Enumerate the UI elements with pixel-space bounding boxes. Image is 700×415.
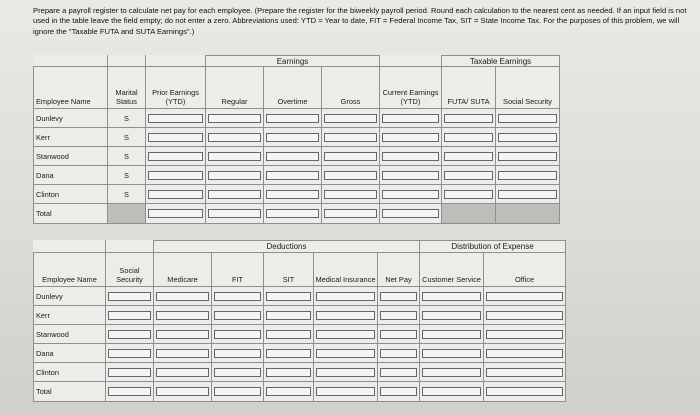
regular-input[interactable] (208, 190, 261, 199)
social-security-input[interactable] (498, 171, 557, 180)
employee-name-cell: Stanwood (34, 325, 106, 344)
distribution-group-header: Distribution of Expense (420, 241, 566, 253)
current-earnings-input[interactable] (382, 133, 439, 142)
total-overtime-input[interactable] (266, 209, 319, 218)
col-sit: SIT (264, 253, 314, 287)
social-security-input[interactable] (108, 368, 151, 377)
overtime-input[interactable] (266, 114, 319, 123)
col-fit: FIT (212, 253, 264, 287)
table-row (34, 306, 566, 325)
regular-input[interactable] (208, 114, 261, 123)
table-row (34, 128, 560, 147)
employee-name-cell: Stanwood (34, 147, 108, 166)
social-security-input[interactable] (498, 152, 557, 161)
net-pay-input[interactable] (380, 311, 417, 320)
col-medicare: Medicare (154, 253, 212, 287)
current-earnings-input[interactable] (382, 114, 439, 123)
current-earnings-input[interactable] (382, 171, 439, 180)
total-regular-input[interactable] (208, 209, 261, 218)
total-label: Total (34, 204, 108, 224)
gross-input[interactable] (324, 190, 377, 199)
marital-status-cell: S (108, 128, 146, 147)
customer-service-input[interactable] (422, 330, 481, 339)
net-pay-input[interactable] (380, 349, 417, 358)
fit-input[interactable] (214, 368, 261, 377)
office-input[interactable] (486, 292, 563, 301)
table-row (34, 344, 566, 363)
current-earnings-input[interactable] (382, 152, 439, 161)
col-employee-name-2: Employee Name (34, 253, 106, 287)
table-row (34, 166, 560, 185)
table-row (34, 363, 566, 382)
sit-input[interactable] (266, 292, 311, 301)
total-label-2: Total (34, 382, 106, 402)
employee-name-cell: Clinton (34, 185, 108, 204)
col-prior-earnings: Prior Earnings (YTD) (146, 67, 206, 109)
customer-service-input[interactable] (422, 311, 481, 320)
marital-status-cell: S (108, 109, 146, 128)
medical-insurance-input[interactable] (316, 311, 375, 320)
total-medicare-input[interactable] (156, 387, 209, 396)
col-futa-suta: FUTA/ SUTA (442, 67, 496, 109)
sit-input[interactable] (266, 349, 311, 358)
social-security-input[interactable] (498, 114, 557, 123)
fit-input[interactable] (214, 292, 261, 301)
social-security-input[interactable] (498, 133, 557, 142)
col-office: Office (484, 253, 566, 287)
futa-suta-input[interactable] (444, 190, 493, 199)
total-net-pay-input[interactable] (380, 387, 417, 396)
medicare-input[interactable] (156, 292, 209, 301)
office-input[interactable] (486, 311, 563, 320)
table-row (34, 287, 566, 306)
social-security-input[interactable] (108, 349, 151, 358)
office-input[interactable] (486, 349, 563, 358)
overtime-input[interactable] (266, 171, 319, 180)
earnings-group-header: Earnings (206, 56, 380, 67)
fit-input[interactable] (214, 349, 261, 358)
medical-insurance-input[interactable] (316, 349, 375, 358)
futa-suta-input[interactable] (444, 114, 493, 123)
col-marital-status: Marital Status (108, 67, 146, 109)
col-net-pay: Net Pay (378, 253, 420, 287)
total-office-input[interactable] (486, 387, 563, 396)
total-medical-insurance-input[interactable] (316, 387, 375, 396)
col-current-earnings: Current Earnings (YTD) (380, 67, 442, 109)
col-social-security: Social Security (106, 253, 154, 287)
futa-suta-input[interactable] (444, 152, 493, 161)
social-security-input[interactable] (108, 292, 151, 301)
prior-earnings-input[interactable] (148, 114, 203, 123)
marital-status-cell: S (108, 185, 146, 204)
earnings-register-table (33, 55, 560, 224)
col-gross: Gross (322, 67, 380, 109)
medicare-input[interactable] (156, 330, 209, 339)
regular-input[interactable] (208, 152, 261, 161)
col-regular: Regular (206, 67, 264, 109)
total-social-security-input[interactable] (108, 387, 151, 396)
taxable-earnings-group-header: Taxable Earnings (442, 56, 560, 67)
col-social-security-taxable: Social Security (496, 67, 560, 109)
table-row (34, 325, 566, 344)
customer-service-input[interactable] (422, 368, 481, 377)
net-pay-input[interactable] (380, 330, 417, 339)
regular-input[interactable] (208, 133, 261, 142)
customer-service-input[interactable] (422, 292, 481, 301)
medical-insurance-input[interactable] (316, 368, 375, 377)
employee-name-cell: Dunlevy (34, 287, 106, 306)
employee-name-cell: Kerr (34, 306, 106, 325)
current-earnings-input[interactable] (382, 190, 439, 199)
total-gross-input[interactable] (324, 209, 377, 218)
col-customer-service: Customer Service (420, 253, 484, 287)
table-row-total-2 (34, 382, 566, 402)
marital-status-cell: S (108, 166, 146, 185)
employee-name-cell: Dana (34, 166, 108, 185)
table-row (34, 185, 560, 204)
office-input[interactable] (486, 368, 563, 377)
social-security-input[interactable] (498, 190, 557, 199)
gross-input[interactable] (324, 171, 377, 180)
prior-earnings-input[interactable] (148, 133, 203, 142)
col-overtime: Overtime (264, 67, 322, 109)
social-security-input[interactable] (108, 311, 151, 320)
instructions-text: Prepare a payroll register to calculate net pay for each employee. (Prepare the register for the biweekly payroll period. Round each calculation to the nearest cent as needed. If an input field is not used in the table leave the field empty; do not enter a zero. Abbreviations used: YTD = Year to date, FIT = Federal Income Tax, SIT = State Income Tax. For the purposes of this problem, we will ignore the "Taxable FUTA and SUTA Earnings".) (33, 6, 687, 36)
employee-name-cell: Dunlevy (34, 109, 108, 128)
prior-earnings-input[interactable] (148, 190, 203, 199)
sit-input[interactable] (266, 311, 311, 320)
net-pay-input[interactable] (380, 368, 417, 377)
regular-input[interactable] (208, 171, 261, 180)
futa-suta-input[interactable] (444, 133, 493, 142)
overtime-input[interactable] (266, 190, 319, 199)
medicare-input[interactable] (156, 368, 209, 377)
futa-suta-input[interactable] (444, 171, 493, 180)
medical-insurance-input[interactable] (316, 292, 375, 301)
total-prior-earnings-input[interactable] (148, 209, 203, 218)
total-current-earnings-input[interactable] (382, 209, 439, 218)
employee-name-cell: Dana (34, 344, 106, 363)
total-customer-service-input[interactable] (422, 387, 481, 396)
medicare-input[interactable] (156, 349, 209, 358)
marital-status-cell: S (108, 147, 146, 166)
col-employee-name: Employee Name (34, 67, 108, 109)
total-fit-input[interactable] (214, 387, 261, 396)
gross-input[interactable] (324, 114, 377, 123)
fit-input[interactable] (214, 311, 261, 320)
social-security-input[interactable] (108, 330, 151, 339)
office-input[interactable] (486, 330, 563, 339)
net-pay-input[interactable] (380, 292, 417, 301)
deductions-register-table (33, 240, 566, 402)
overtime-input[interactable] (266, 133, 319, 142)
table-row (34, 109, 560, 128)
table-row-total (34, 204, 560, 224)
prior-earnings-input[interactable] (148, 152, 203, 161)
medical-insurance-input[interactable] (316, 330, 375, 339)
table-row (34, 147, 560, 166)
deductions-group-header: Deductions (154, 241, 420, 253)
employee-name-cell: Kerr (34, 128, 108, 147)
sit-input[interactable] (266, 330, 311, 339)
gross-input[interactable] (324, 152, 377, 161)
medicare-input[interactable] (156, 311, 209, 320)
prior-earnings-input[interactable] (148, 171, 203, 180)
sit-input[interactable] (266, 368, 311, 377)
col-medical-insurance: Medical Insurance (314, 253, 378, 287)
employee-name-cell: Clinton (34, 363, 106, 382)
customer-service-input[interactable] (422, 349, 481, 358)
fit-input[interactable] (214, 330, 261, 339)
gross-input[interactable] (324, 133, 377, 142)
total-sit-input[interactable] (266, 387, 311, 396)
overtime-input[interactable] (266, 152, 319, 161)
